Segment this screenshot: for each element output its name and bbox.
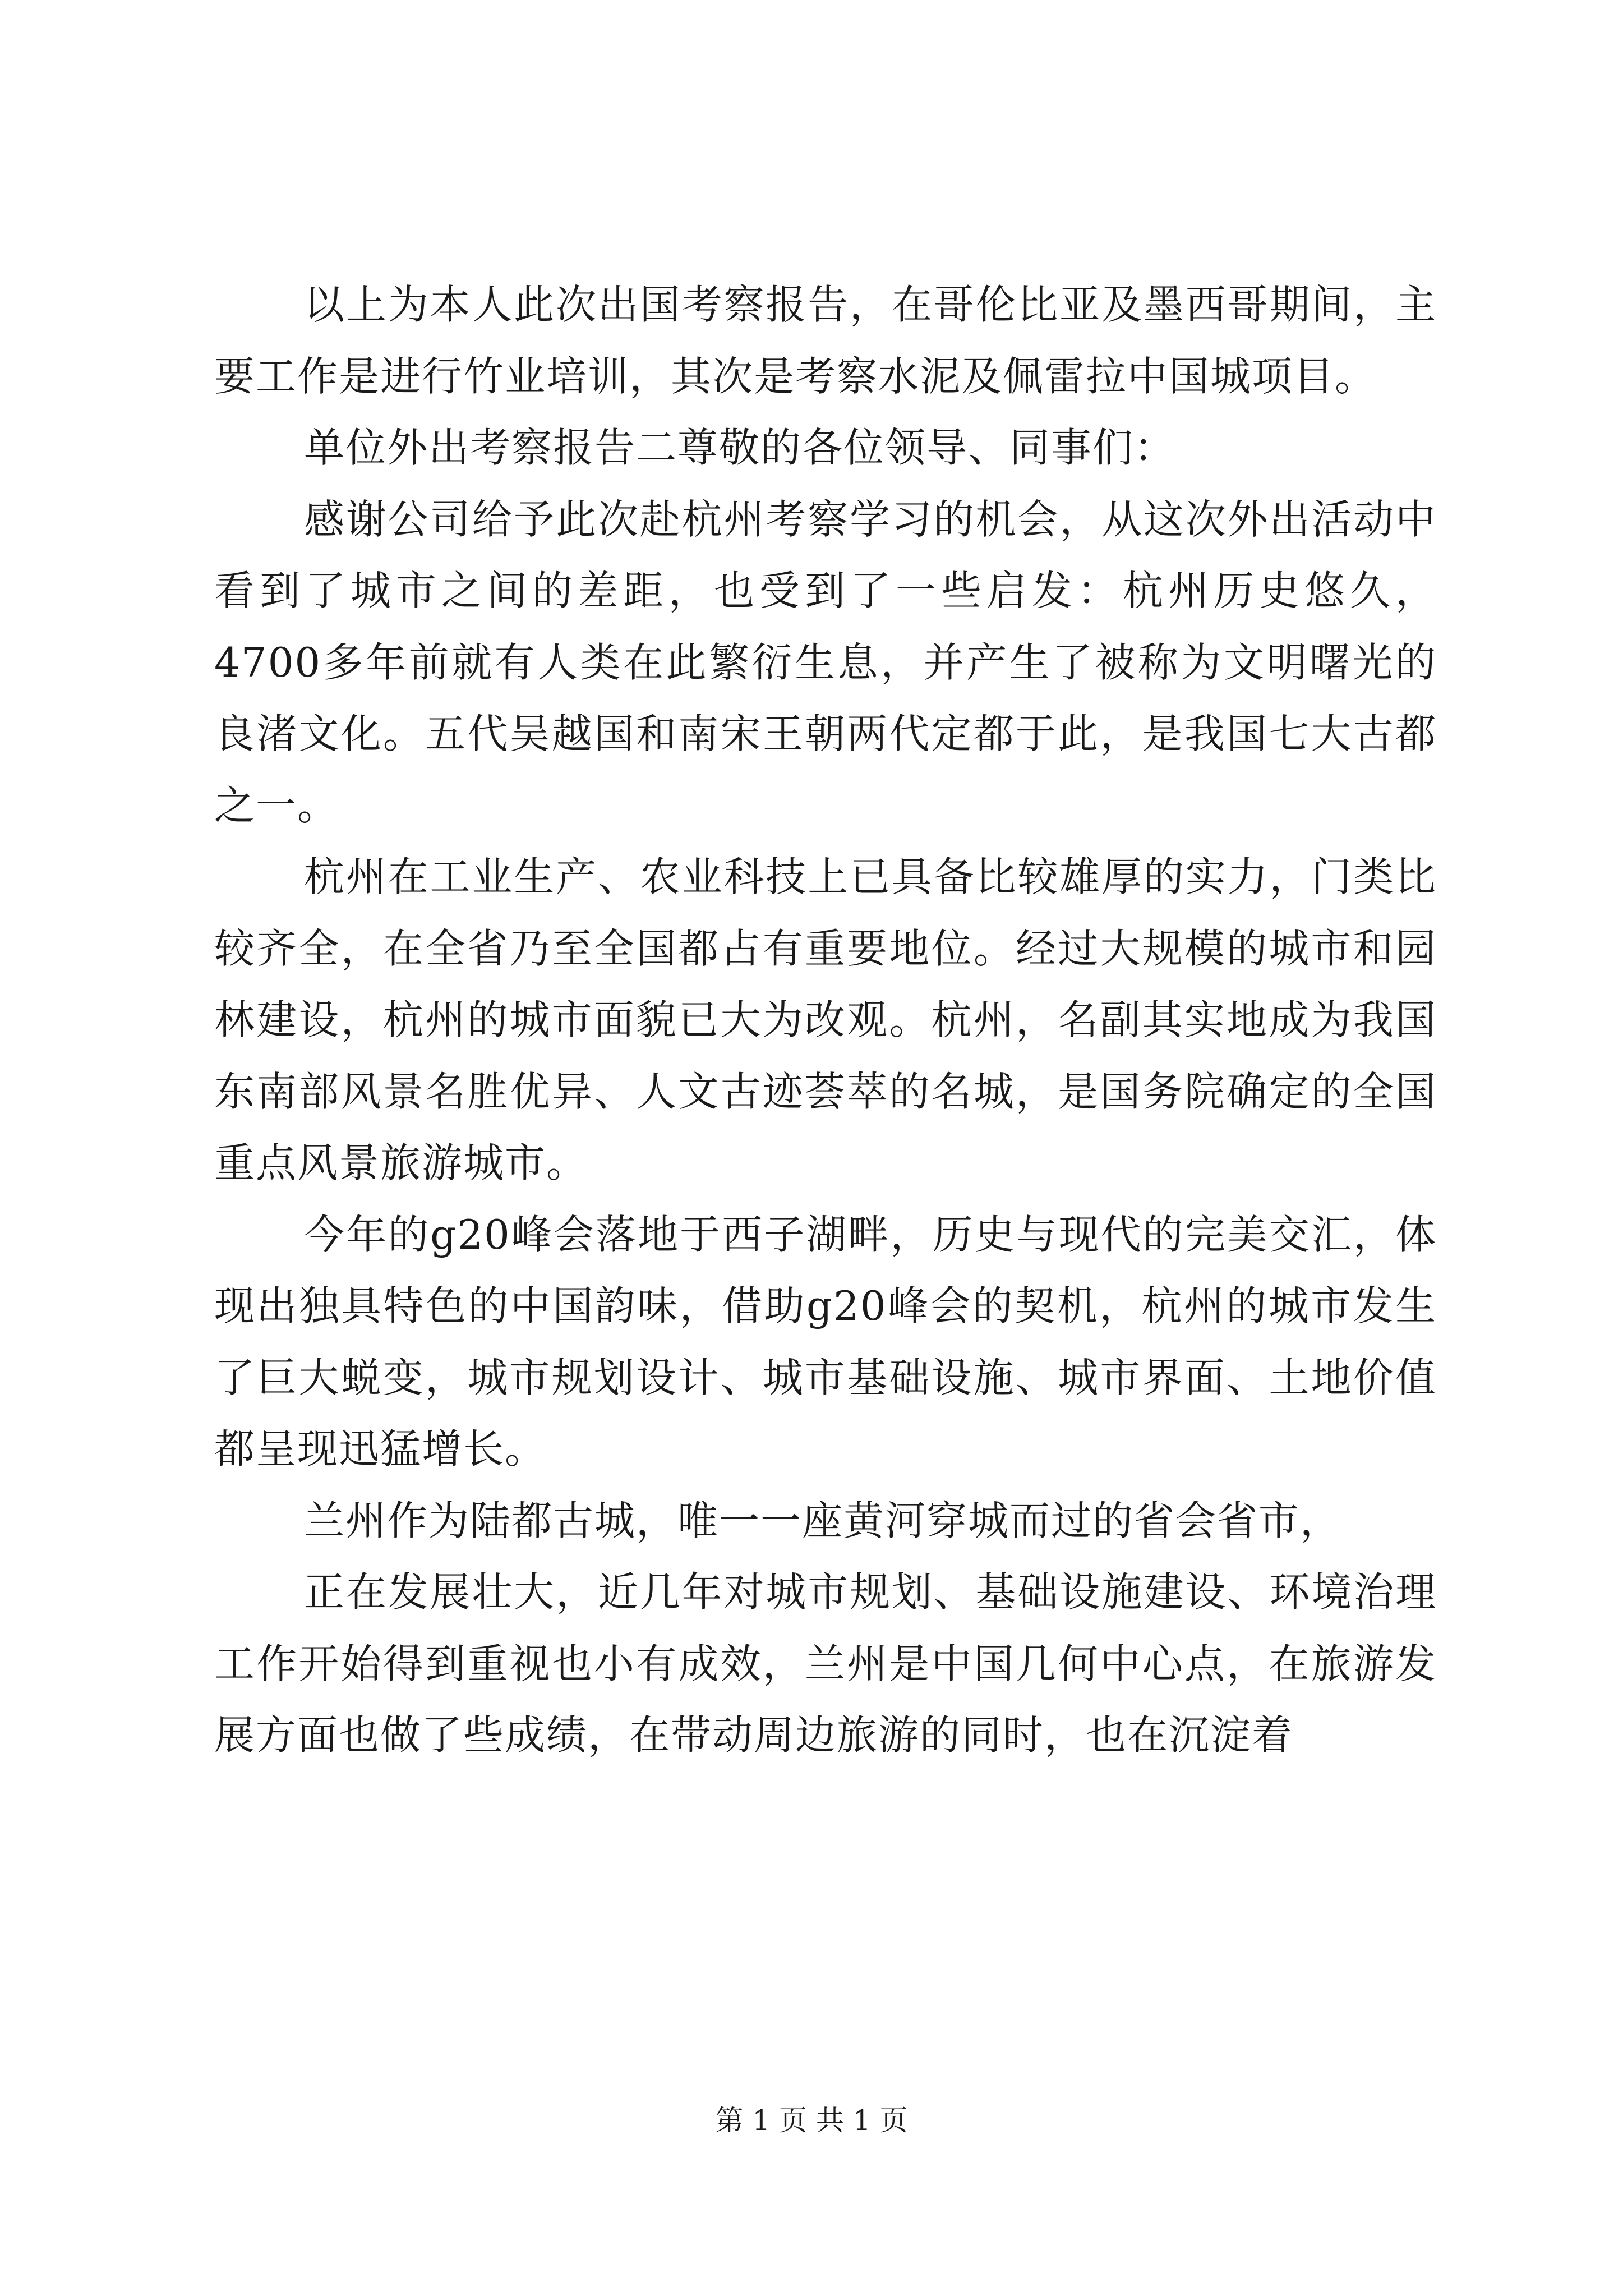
paragraph-3: 感谢公司给予此次赴杭州考察学习的机会，从这次外出活动中看到了城市之间的差距，也受到了一些启发：杭州历史悠久，4700多年前就有人类在此繁衍生息，并产生了被称为文明曙光的良渚文化。五代吴越国和南宋王朝两代定都于此，是我国七大古都之一。 [214,495,1437,829]
paragraph-6: 兰州作为陆都古城，唯一一座黄河穿城而过的省会省市， [304,1497,1342,1544]
paragraph-4: 杭州在工业生产、农业科技上已具备比较雄厚的实力，门类比较齐全，在全省乃至全国都占有重要地位。经过大规模的城市和园林建设，杭州的城市面貌已大为改观。杭州，名副其实地成为我国东南部风景名胜优异、人文古迹荟萃的名城，是国务院确定的全国重点风景旅游城市。 [214,853,1437,1186]
paragraph-1: 以上为本人此次出国考察报告，在哥伦比亚及墨西哥期间，主要工作是进行竹业培训，其次是考察水泥及佩雷拉中国城项目。 [214,281,1437,400]
paragraph-5: 今年的g20峰会落地于西子湖畔，历史与现代的完美交汇，体现出独具特色的中国韵味，借助g20峰会的契机，杭州的城市发生了巨大蜕变，城市规划设计、城市基础设施、城市界面、土地价值都呈现迅猛增长。 [214,1211,1437,1473]
document-body [214,269,1437,1772]
paragraph-2: 单位外出考察报告二尊敬的各位领导、同事们： [304,424,1176,471]
page-footer: 第 1 页 共 1 页 [715,2104,908,2137]
paragraph-7: 正在发展壮大，近几年对城市规划、基础设施建设、环境治理工作开始得到重视也小有成效，兰州是中国几何中心点，在旅游发展方面也做了些成绩，在带动周边旅游的同时，也在沉淀着 [214,1568,1437,1759]
